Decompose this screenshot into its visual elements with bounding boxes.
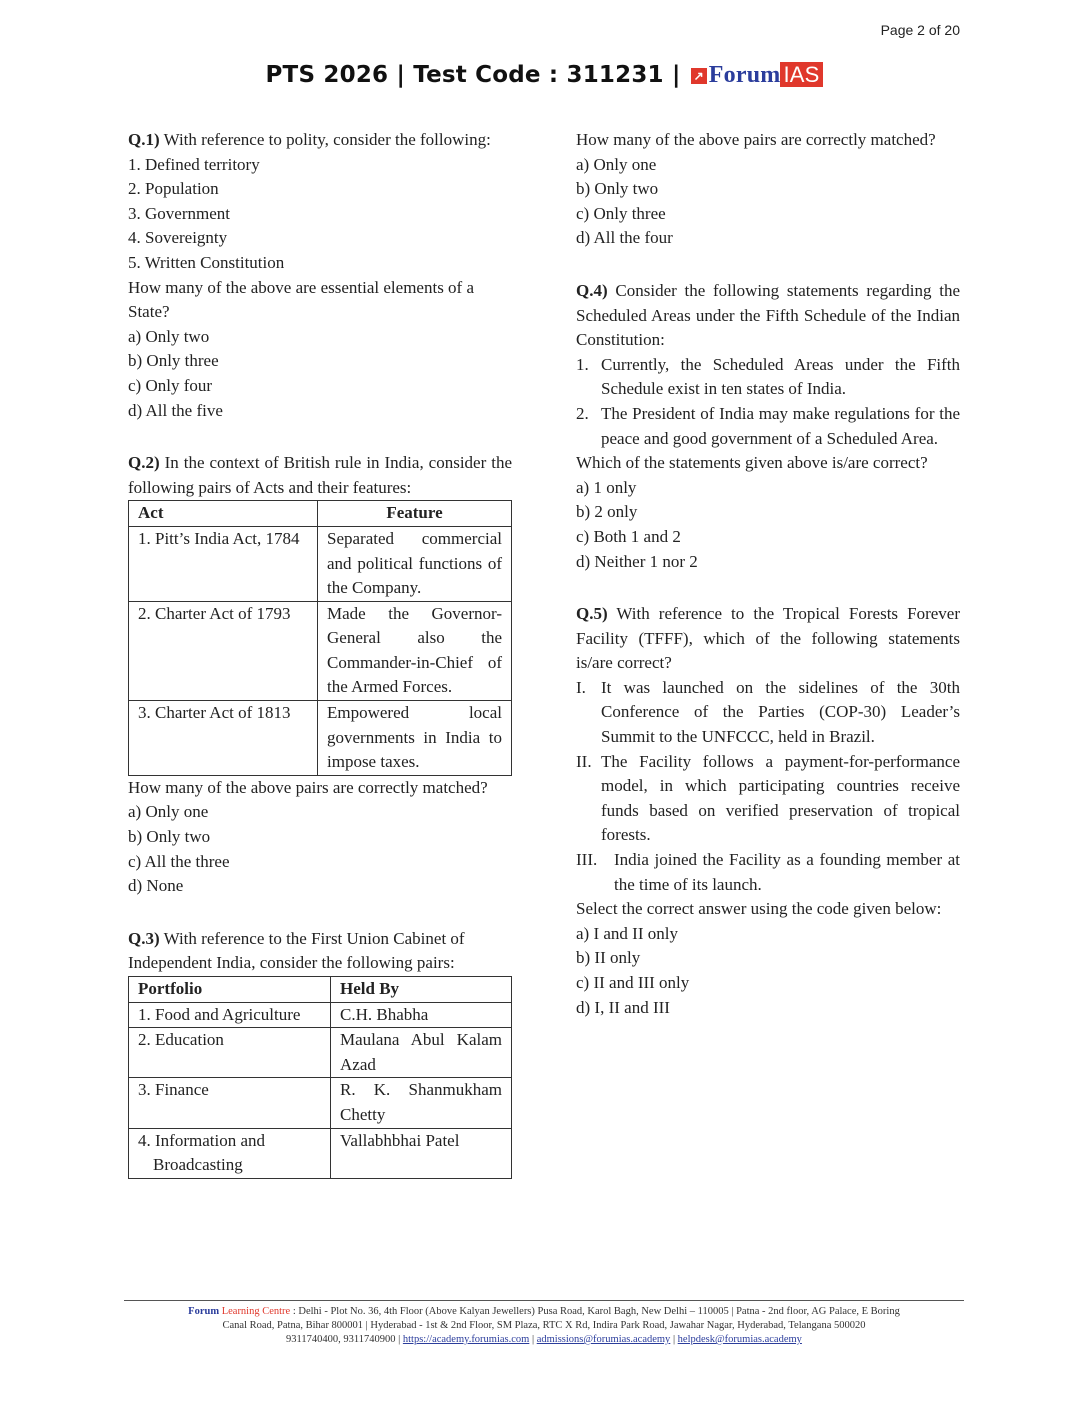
page-number: Page 2 of 20 bbox=[880, 22, 960, 38]
question-3-number: Q.3) bbox=[128, 928, 160, 948]
arrow-icon: ↗ bbox=[691, 68, 707, 84]
forumias-logo bbox=[691, 62, 823, 89]
logo-forum-text: Forum bbox=[708, 62, 781, 88]
page-header bbox=[0, 62, 1088, 89]
right-column bbox=[576, 128, 960, 1020]
option-c: c) Both 1 and 2 bbox=[576, 526, 681, 546]
table-header: Portfolio bbox=[129, 977, 331, 1003]
question-2-stem: Q.2) In the context of British rule in India, consider the following pairs of Acts and their features: bbox=[128, 453, 513, 497]
question-4-stem: Q.4) Consider the following statements regarding the Scheduled Areas under the Fifth Schedule of the Indian Constitution: bbox=[576, 280, 961, 350]
table-header-row bbox=[129, 977, 512, 1003]
option-a: a) 1 only bbox=[576, 477, 637, 497]
list-item: 2. Population bbox=[128, 179, 219, 199]
table-cell: 2. Charter Act of 1793 bbox=[129, 601, 318, 700]
list-item: 3. Government bbox=[128, 203, 230, 223]
option-b: b) II only bbox=[576, 948, 641, 968]
option-d: d) None bbox=[128, 876, 184, 896]
option-c: c) All the three bbox=[128, 851, 230, 871]
list-item: 4. Sovereignty bbox=[128, 228, 228, 248]
table-row bbox=[129, 1002, 512, 1028]
question-1-prompt: How many of the above are essential elements of a State? bbox=[128, 277, 475, 322]
acts-table bbox=[128, 500, 512, 776]
table-row bbox=[129, 1128, 512, 1178]
question-3-prompt: How many of the above pairs are correctly matched? bbox=[576, 130, 936, 149]
table-row bbox=[129, 701, 512, 776]
option-b: b) Only three bbox=[128, 351, 219, 371]
list-item: 5. Written Constitution bbox=[128, 252, 285, 272]
table-header: Held By bbox=[331, 977, 512, 1003]
question-1-number: Q.1) bbox=[128, 130, 160, 149]
left-column bbox=[128, 128, 512, 1179]
table-cell: 2. Education bbox=[129, 1028, 331, 1078]
question-3-continued bbox=[576, 128, 960, 251]
table-cell: Separated commercial and political functions of the Company. bbox=[318, 526, 512, 601]
question-2-number: Q.2) bbox=[128, 453, 160, 473]
option-a: a) Only one bbox=[576, 154, 657, 174]
table-cell: Maulana Abul Kalam Azad bbox=[331, 1028, 512, 1078]
table-header: Feature bbox=[318, 501, 512, 527]
statement-iii: III. India joined the Facility as a founding member at the time of its launch. bbox=[576, 850, 960, 894]
footer-phones: 9311740400, 9311740900 bbox=[286, 1334, 396, 1345]
table-cell: 3. Charter Act of 1813 bbox=[129, 701, 318, 776]
table-cell: Made the Governor-General also the Commander-in-Chief of the Armed Forces. bbox=[318, 601, 512, 700]
table-row bbox=[129, 1078, 512, 1128]
question-5-number: Q.5) bbox=[576, 604, 608, 624]
option-a: a) I and II only bbox=[576, 923, 678, 943]
option-b: b) Only two bbox=[576, 179, 659, 199]
logo-ias-text: IAS bbox=[780, 62, 822, 87]
footer-address-line-2: Canal Road, Patna, Bihar 800001 | Hyderabad - 1st & 2nd Floor, SM Plaza, RTC X Rd, Indira Park Road, Jawahar Nagar, Hyderabad, Telangana 500020 bbox=[222, 1320, 866, 1331]
helpdesk-email-link[interactable]: helpdesk@forumias.academy bbox=[677, 1334, 802, 1345]
option-c: c) Only three bbox=[576, 203, 666, 223]
academy-link[interactable]: https://academy.forumias.com bbox=[402, 1334, 530, 1345]
option-a: a) Only two bbox=[128, 326, 210, 346]
question-3 bbox=[128, 927, 512, 1179]
option-d: d) I, II and III bbox=[576, 997, 670, 1017]
table-header-row bbox=[129, 501, 512, 527]
option-a: a) Only one bbox=[128, 802, 209, 822]
question-3-stem: Q.3) With reference to the First Union Cabinet of Independent India, consider the following pairs: bbox=[128, 928, 465, 973]
footer-contacts: 9311740400, 9311740900 | https://academy.forumias.com | admissions@forumias.academy | helpdesk@forumias.academy bbox=[286, 1334, 802, 1345]
table-cell: R. K. Shanmukham Chetty bbox=[331, 1078, 512, 1128]
table-row bbox=[129, 601, 512, 700]
footer-brand-forum: Forum bbox=[188, 1306, 220, 1317]
footer-address-line-1: Forum Learning Centre : Delhi - Plot No. 36, 4th Floor (Above Kalyan Jewellers) Pusa Road, Karol Bagh, New Delhi – 110005 | Patna - 2nd floor, AG Palace, E Boring bbox=[188, 1306, 900, 1317]
option-d: d) All the four bbox=[576, 228, 673, 248]
table-cell: 3. Finance bbox=[129, 1078, 331, 1128]
question-2-prompt: How many of the above pairs are correctly matched? bbox=[128, 777, 488, 797]
question-5-prompt: Select the correct answer using the code given below: bbox=[576, 899, 942, 919]
admissions-email-link[interactable]: admissions@forumias.academy bbox=[536, 1334, 671, 1345]
cabinet-table bbox=[128, 976, 512, 1179]
table-row bbox=[129, 1028, 512, 1078]
option-b: b) Only two bbox=[128, 827, 211, 847]
question-5-stem: Q.5) With reference to the Tropical Forests Forever Facility (TFFF), which of the following statements is/are correct? bbox=[576, 604, 960, 673]
table-cell: 1. Pitt’s India Act, 1784 bbox=[129, 526, 318, 601]
option-c: c) Only four bbox=[128, 375, 213, 395]
footer-brand-learning-centre: Learning Centre bbox=[221, 1306, 291, 1317]
option-c: c) II and III only bbox=[576, 973, 690, 992]
list-item: 1. Defined territory bbox=[128, 154, 260, 174]
table-cell: Empowered local governments in India to impose taxes. bbox=[318, 701, 512, 776]
statement-i: I. It was launched on the sidelines of the 30th Conference of the Parties (COP-30) Leader’s Summit to the UNFCCC, held in Brazil. bbox=[576, 677, 960, 747]
option-d: d) Neither 1 nor 2 bbox=[576, 551, 698, 571]
table-row bbox=[129, 526, 512, 601]
question-1-stem: Q.1) With reference to polity, consider the following: bbox=[128, 130, 491, 149]
statement-ii: II. The Facility follows a payment-for-performance model, in which participating countries receive funds based on verified preservation of tropical forests. bbox=[576, 751, 960, 845]
question-4-prompt: Which of the statements given above is/are correct? bbox=[576, 453, 928, 473]
question-4 bbox=[576, 279, 960, 574]
table-cell: C.H. Bhabha bbox=[331, 1002, 512, 1028]
table-cell: Vallabhbhai Patel bbox=[331, 1128, 512, 1178]
option-b: b) 2 only bbox=[576, 502, 638, 522]
question-4-number: Q.4) bbox=[576, 280, 608, 300]
statement-2: 2. The President of India may make regulations for the peace and good government of a Scheduled Area. bbox=[576, 403, 960, 448]
table-header: Act bbox=[129, 501, 318, 527]
test-title: PTS 2026 | Test Code : 311231 | bbox=[265, 62, 681, 88]
table-cell: 4. Information and Broadcasting bbox=[129, 1128, 331, 1178]
question-2 bbox=[128, 451, 512, 899]
statement-1: 1. Currently, the Scheduled Areas under the Fifth Schedule exist in ten states of India. bbox=[576, 354, 960, 399]
question-1 bbox=[128, 128, 512, 423]
page-footer bbox=[124, 1300, 964, 1347]
question-5 bbox=[576, 602, 960, 1020]
option-d: d) All the five bbox=[128, 400, 223, 420]
table-cell: 1. Food and Agriculture bbox=[129, 1002, 331, 1028]
